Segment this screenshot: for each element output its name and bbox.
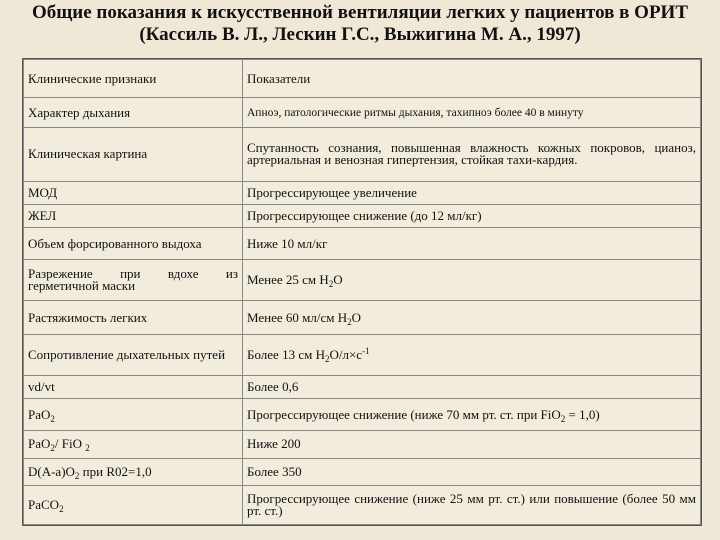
value-cell: Прогрессирующее снижение (до 12 мл/кг) [243,205,701,228]
table-row [24,260,701,301]
table-row [24,375,701,398]
sign-cell: ЖЕЛ [24,205,243,228]
sign-cell: Объем форсированного выдоха [24,228,243,260]
sign-cell: РаО$_2$ [24,399,243,431]
sign-cell: Клиническая картина [24,128,243,181]
page-title [0,2,720,46]
table [23,59,701,525]
sign-cell: vd/vt [24,375,243,398]
sign-cell: РаСО$_2$ [24,486,243,525]
indications-table [22,58,702,526]
value-cell: Прогрессирующее увеличение [243,181,701,204]
title-line-1: Общие показания к искусственной вентиляции легких у пациентов в ОРИТ [31,2,689,23]
table-row [24,399,701,431]
header-cell-values: Показатели [243,60,701,98]
table-row [24,228,701,260]
sign-cell: РаО$_2$/ FiO $_2$ [24,431,243,459]
table-row [24,205,701,228]
table-row [24,300,701,334]
table-row [24,431,701,459]
value-cell: Более 350 [243,458,701,486]
sign-cell: Растяжимость легких [24,300,243,334]
sign-cell: Разрежение при вдохе из герметичной маски [24,260,243,301]
title-line-2: (Кассиль В. Л., Лескин Г.С., Выжигина М. А., 1997) [139,24,581,45]
value-cell: Ниже 10 мл/кг [243,228,701,260]
value-cell: Менее 25 см $Н_2О$ [243,260,701,301]
value-cell: Спутанность сознания, повышенная влажность кожных покровов, цианоз, артериальная и венозная гипертензия, стойкая тахи-кардия. [243,128,701,181]
table-row [24,486,701,525]
table-header-row [24,60,701,98]
table-row [24,98,701,128]
table-row [24,458,701,486]
table-row [24,181,701,204]
value-cell: Прогрессирующее снижение (ниже 70 мм рт. ст. при FiО$_2$ = 1,0) [243,399,701,431]
value-cell: Прогрессирующее снижение (ниже 25 мм рт. ст.) или повышение (более 50 мм рт. ст.) [243,486,701,525]
value-cell: Менее 60 мл/см $Н_2О$ [243,300,701,334]
value-cell: Более 13 см $Н_2О/л\times с^{-1}$ [243,335,701,376]
sign-cell: $D(A-a)O_2$ при R02=1,0 [24,458,243,486]
table-row [24,128,701,181]
sign-cell: МОД [24,181,243,204]
table-row [24,335,701,376]
value-cell: Ниже 200 [243,431,701,459]
header-cell-signs: Клинические признаки [24,60,243,98]
value-cell: Более 0,6 [243,375,701,398]
sign-cell: Сопротивление дыхательных путей [24,335,243,376]
value-cell: Апноэ, патологические ритмы дыхания, тахипноэ более 40 в минуту [243,98,701,128]
sign-cell: Характер дыхания [24,98,243,128]
